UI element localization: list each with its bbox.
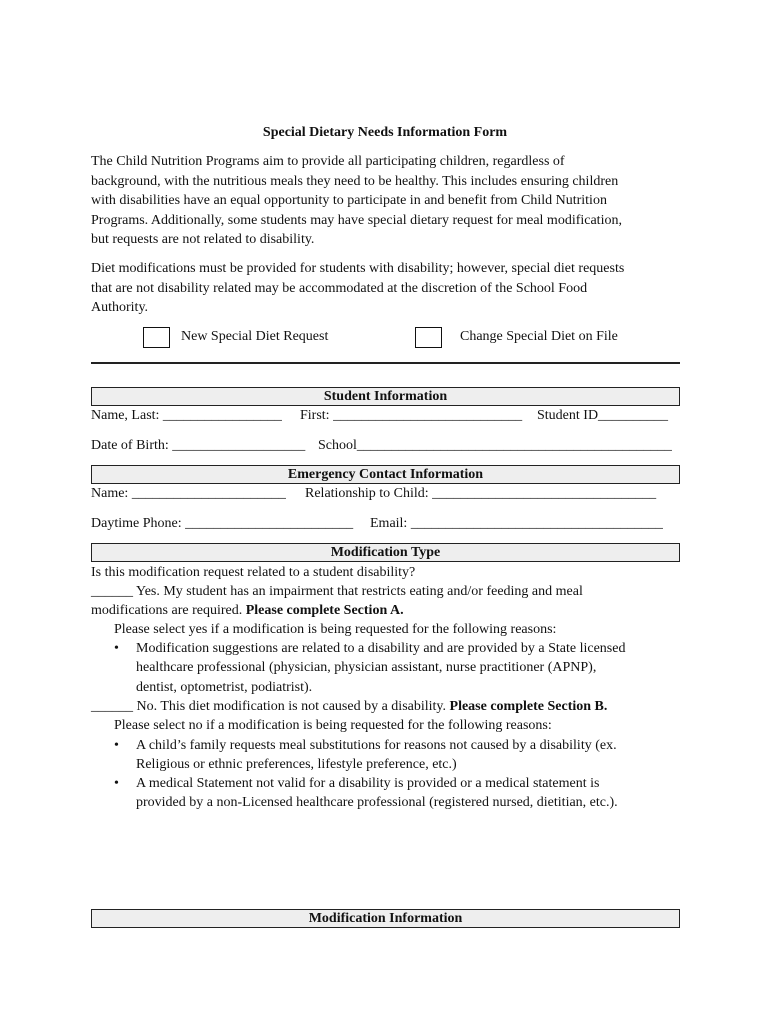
diet-line: that are not disability related may be accommodated at the discretion of the School Food (91, 280, 588, 296)
student-id-field[interactable]: Student ID__________ (537, 408, 669, 423)
intro-line: background, with the nutritious meals they need to be healthy. This includes ensuring children (91, 173, 619, 189)
yes-bullet-line: dentist, optometrist, podiatrist). (136, 680, 313, 695)
intro-paragraph (91, 152, 681, 250)
daytime-phone-field[interactable]: Daytime Phone: ________________________ (91, 516, 354, 531)
emergency-contact-header: Emergency Contact Information (91, 465, 680, 484)
intro-line: Programs. Additionally, some students may have special dietary request for meal modification, (91, 212, 622, 228)
no-option-text: ______ No. This diet modification is not caused by a disability. (91, 699, 447, 714)
new-diet-request-checkbox[interactable] (143, 327, 170, 348)
yes-instruction: Please select yes if a modification is being requested for the following reasons: (114, 622, 557, 637)
yes-bullet-line: Modification suggestions are related to a disability and are provided by a State licensed (136, 641, 626, 656)
new-diet-request-label: New Special Diet Request (181, 329, 329, 344)
diet-line: Diet modifications must be provided for students with disability; however, special diet requests (91, 261, 625, 276)
relationship-field[interactable]: Relationship to Child: ________________________________ (305, 486, 657, 501)
no-bullet-line: provided by a non-Licensed healthcare professional (registered nursed, dietitian, etc.). (136, 795, 618, 810)
change-diet-checkbox[interactable] (415, 327, 442, 348)
date-of-birth-field[interactable]: Date of Birth: ___________________ (91, 438, 306, 453)
bullet-icon: • (114, 776, 119, 791)
no-option-line[interactable] (91, 697, 607, 716)
disability-question: Is this modification request related to a student disability? (91, 565, 416, 580)
no-bullet-line: A medical Statement not valid for a disability is provided or a medical statement is (136, 776, 600, 791)
intro-line: with disabilities have an equal opportunity to participate in and benefit from Child Nutrition (91, 193, 607, 208)
bullet-icon: • (114, 738, 119, 753)
email-field[interactable]: Email: ____________________________________ (370, 516, 663, 531)
form-title: Special Dietary Needs Information Form (262, 125, 508, 140)
no-bullet-line: Religious or ethnic preferences, lifestyle preference, etc.) (136, 757, 457, 772)
last-name-field[interactable]: Name, Last: _________________ (91, 408, 282, 423)
yes-option-text: modifications are required. (91, 603, 243, 618)
student-info-header: Student Information (91, 387, 680, 406)
diet-line: Authority. (91, 300, 149, 315)
no-instruction: Please select no if a modification is being requested for the following reasons: (114, 718, 552, 733)
modification-type-header: Modification Type (91, 543, 680, 562)
contact-name-field[interactable]: Name: ______________________ (91, 486, 286, 501)
first-name-field[interactable]: First: ___________________________ (300, 408, 523, 423)
change-diet-label: Change Special Diet on File (460, 329, 618, 344)
no-bullet-line: A child’s family requests meal substitutions for reasons not caused by a disability (ex. (136, 738, 617, 753)
yes-option-continuation (91, 601, 404, 620)
bullet-icon: • (114, 641, 119, 656)
diet-paragraph (91, 259, 681, 318)
school-field[interactable]: School_____________________________________________ (318, 438, 672, 453)
section-a-instruction: Please complete Section A. (245, 603, 404, 618)
intro-line: but requests are not related to disability. (91, 232, 315, 247)
section-b-instruction: Please complete Section B. (449, 699, 608, 714)
intro-line: The Child Nutrition Programs aim to provide all participating children, regardless of (91, 154, 565, 169)
modification-info-header: Modification Information (91, 909, 680, 928)
yes-option-line[interactable]: ______ Yes. My student has an impairment that restricts eating and/or feeding and meal (91, 584, 583, 599)
yes-bullet-line: healthcare professional (physician, physician assistant, nurse practitioner (APNP), (136, 660, 597, 675)
section-divider (91, 362, 680, 364)
